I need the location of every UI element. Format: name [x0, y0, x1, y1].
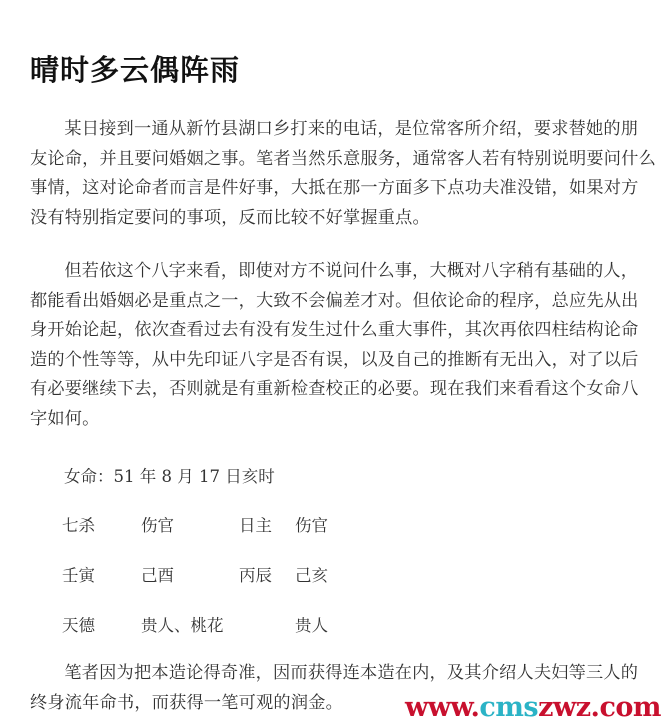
bazi-stars-row	[0, 612, 661, 636]
year-pillar: 壬寅	[62, 566, 95, 585]
bazi-pillars-row	[0, 562, 661, 586]
text-line: 友论命，并且要问婚姻之事。笔者当然乐意服务，通常客人若有特别说明要问什么	[30, 148, 656, 169]
day-pillar: 丙辰	[239, 566, 272, 585]
text-line: 身开始论起，依次查看过去有没有发生过什么重大事件，其次再依四柱结构论命	[30, 320, 639, 340]
birth-info: 女命：51 年 8 月 17 日亥时	[64, 467, 275, 486]
month-star: 贵人、桃花	[141, 616, 224, 635]
hour-pillar: 己亥	[295, 566, 328, 585]
paragraph-1	[30, 115, 656, 233]
day-ten-god: 日主	[239, 516, 272, 535]
text-line: 有必要继续下去，否则就是有重新检查校正的必要。现在我们来看看这个女命八	[30, 379, 639, 399]
text-line: 都能看出婚姻必是重点之一，大致不会偏差才对。但依论命的程序，总应先从出	[30, 290, 639, 311]
watermark-prefix: www.	[405, 692, 480, 723]
text-line: 终身流年命书，而获得一笔可观的润金。	[30, 692, 343, 713]
text-line: 笔者因为把本造论得奇准，因而获得连本造在内，及其介绍人夫妇等三人的	[64, 663, 639, 683]
month-ten-god: 伤官	[141, 516, 174, 535]
site-watermark	[405, 693, 661, 723]
watermark-middle: cms	[479, 692, 539, 723]
text-line: 但若依这个八字来看，即使对方不说问什么事，大概对八字稍有基础的人，	[64, 261, 639, 281]
watermark-suffix: zwz.com	[538, 692, 661, 723]
text-line: 字如何。	[30, 408, 100, 429]
year-star: 天德	[62, 616, 95, 635]
paragraph-2	[30, 257, 639, 434]
page-title: 晴时多云偶阵雨	[30, 53, 241, 87]
text-line: 造的个性等等，从中先印证八字是否有误，以及自己的推断有无出入，对了以后	[30, 349, 639, 370]
text-line: 事情，这对论命者而言是件好事，大抵在那一方面多下点功夫准没错，如果对方	[30, 178, 639, 198]
text-line: 没有特别指定要问的事项，反而比较不好掌握重点。	[30, 207, 430, 228]
year-ten-god: 七杀	[62, 516, 95, 535]
text-line: 某日接到一通从新竹县湖口乡打来的电话，是位常客所介绍，要求替她的朋	[64, 119, 639, 139]
bazi-ten-gods-row	[0, 512, 661, 536]
month-pillar: 己酉	[141, 566, 174, 585]
hour-ten-god: 伤官	[295, 516, 328, 535]
hour-star: 贵人	[295, 616, 328, 635]
